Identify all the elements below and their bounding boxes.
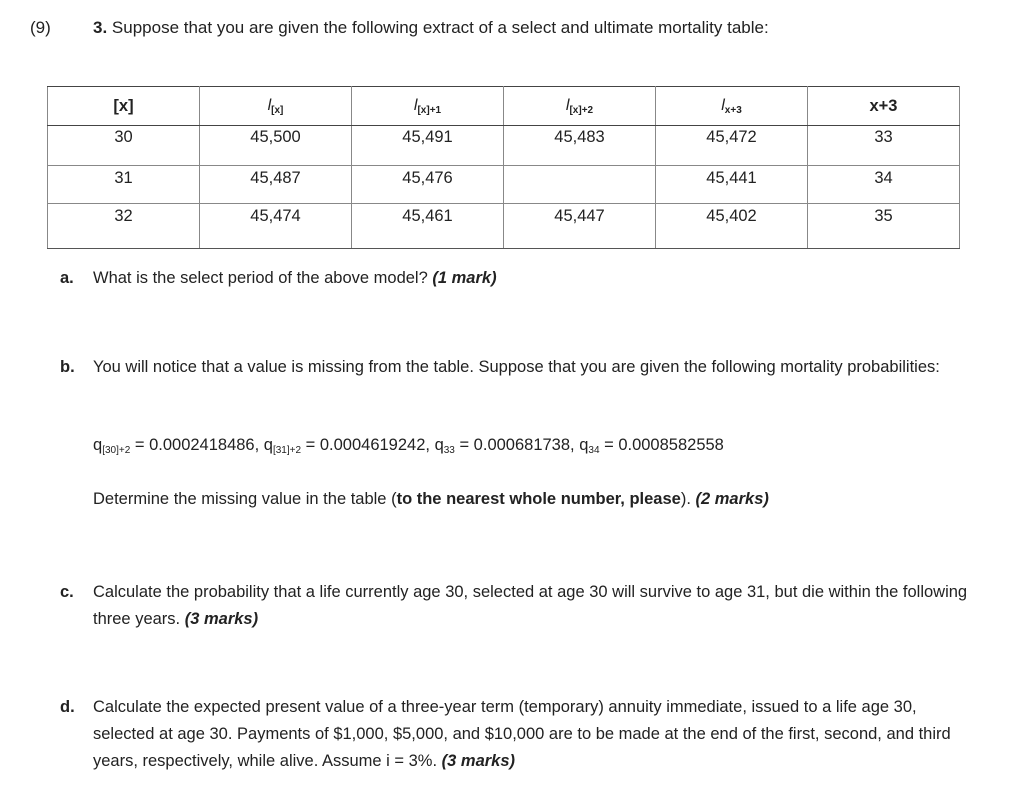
cell: 45,472 [656,126,808,166]
question-number: (9) [30,18,51,37]
header-l-ultimate: $l_{x+3}$ [656,87,808,126]
cell: 32 [48,204,200,249]
cell: 33 [808,126,960,166]
cell: 45,476 [352,166,504,204]
table-row [48,126,960,166]
cell: 45,447 [504,204,656,249]
header-l-select-plus2: $l_{[x]+2}$ [504,87,656,126]
part-c-text: Calculate the probability that a life currently age 30, selected at age 30 will survive to age 31, but die within the following three years. [93,583,968,628]
part-b [60,354,980,381]
cell: 45,461 [352,204,504,249]
part-c [60,579,980,633]
cell: 31 [48,166,200,204]
cell: 45,500 [200,126,352,166]
table-header-row [48,87,960,126]
part-d-marks: (3 marks) [441,752,516,770]
probability-formula: $q_{[30]+2} = 0.0002418486$, $q_{[31]+2} = 0.0004619242$, $q_{33} = 0.000681738$, $q_{34} = 0.0008582558$ [93,436,724,456]
question-intro-text: Suppose that you are given the following extract of a select and ultimate mortality table: [111,18,769,37]
cell: 45,474 [200,204,352,249]
part-b-text: You will notice that a value is missing from the table. Suppose that you are given the following mortality probabilities: [93,358,940,376]
table-row [48,166,960,204]
part-d [60,694,980,775]
mortality-table [47,86,960,249]
cell: 45,402 [656,204,808,249]
header-l-select: $l_{[x]}$ [200,87,352,126]
part-b-marks: (2 marks) [695,490,769,508]
part-a-label: a. [60,269,74,287]
cell: 45,483 [504,126,656,166]
part-d-text: Calculate the expected present value of a three-year term (temporary) annuity immediate, issued to a life age 30, selected at age 30. Payments of $1,000, $5,000, and $10,000 are to be made at the end of the first, second, and third years, respectively, while alive. Assume i = 3%. [93,698,951,770]
header-x-plus3: x+3 [808,87,960,126]
part-c-marks: (3 marks) [184,610,259,628]
header-x: [x] [48,87,200,126]
cell: 45,491 [352,126,504,166]
part-b-determine: Determine the missing value in the table (to the nearest whole number, please). (2 marks) [93,490,769,508]
header-l-select-plus1: $l_{[x]+1}$ [352,87,504,126]
missing-cell [504,166,656,204]
part-d-label: d. [60,698,75,716]
cell: 30 [48,126,200,166]
part-b-label: b. [60,358,75,376]
question-label: 3. [93,18,108,37]
part-a-text: What is the select period of the above model? [93,269,428,287]
table-row [48,204,960,249]
cell: 34 [808,166,960,204]
cell: 45,487 [200,166,352,204]
part-c-label: c. [60,583,74,601]
question-intro [93,18,769,38]
part-a [60,265,980,292]
cell: 45,441 [656,166,808,204]
part-a-marks: (1 mark) [432,269,497,287]
cell: 35 [808,204,960,249]
